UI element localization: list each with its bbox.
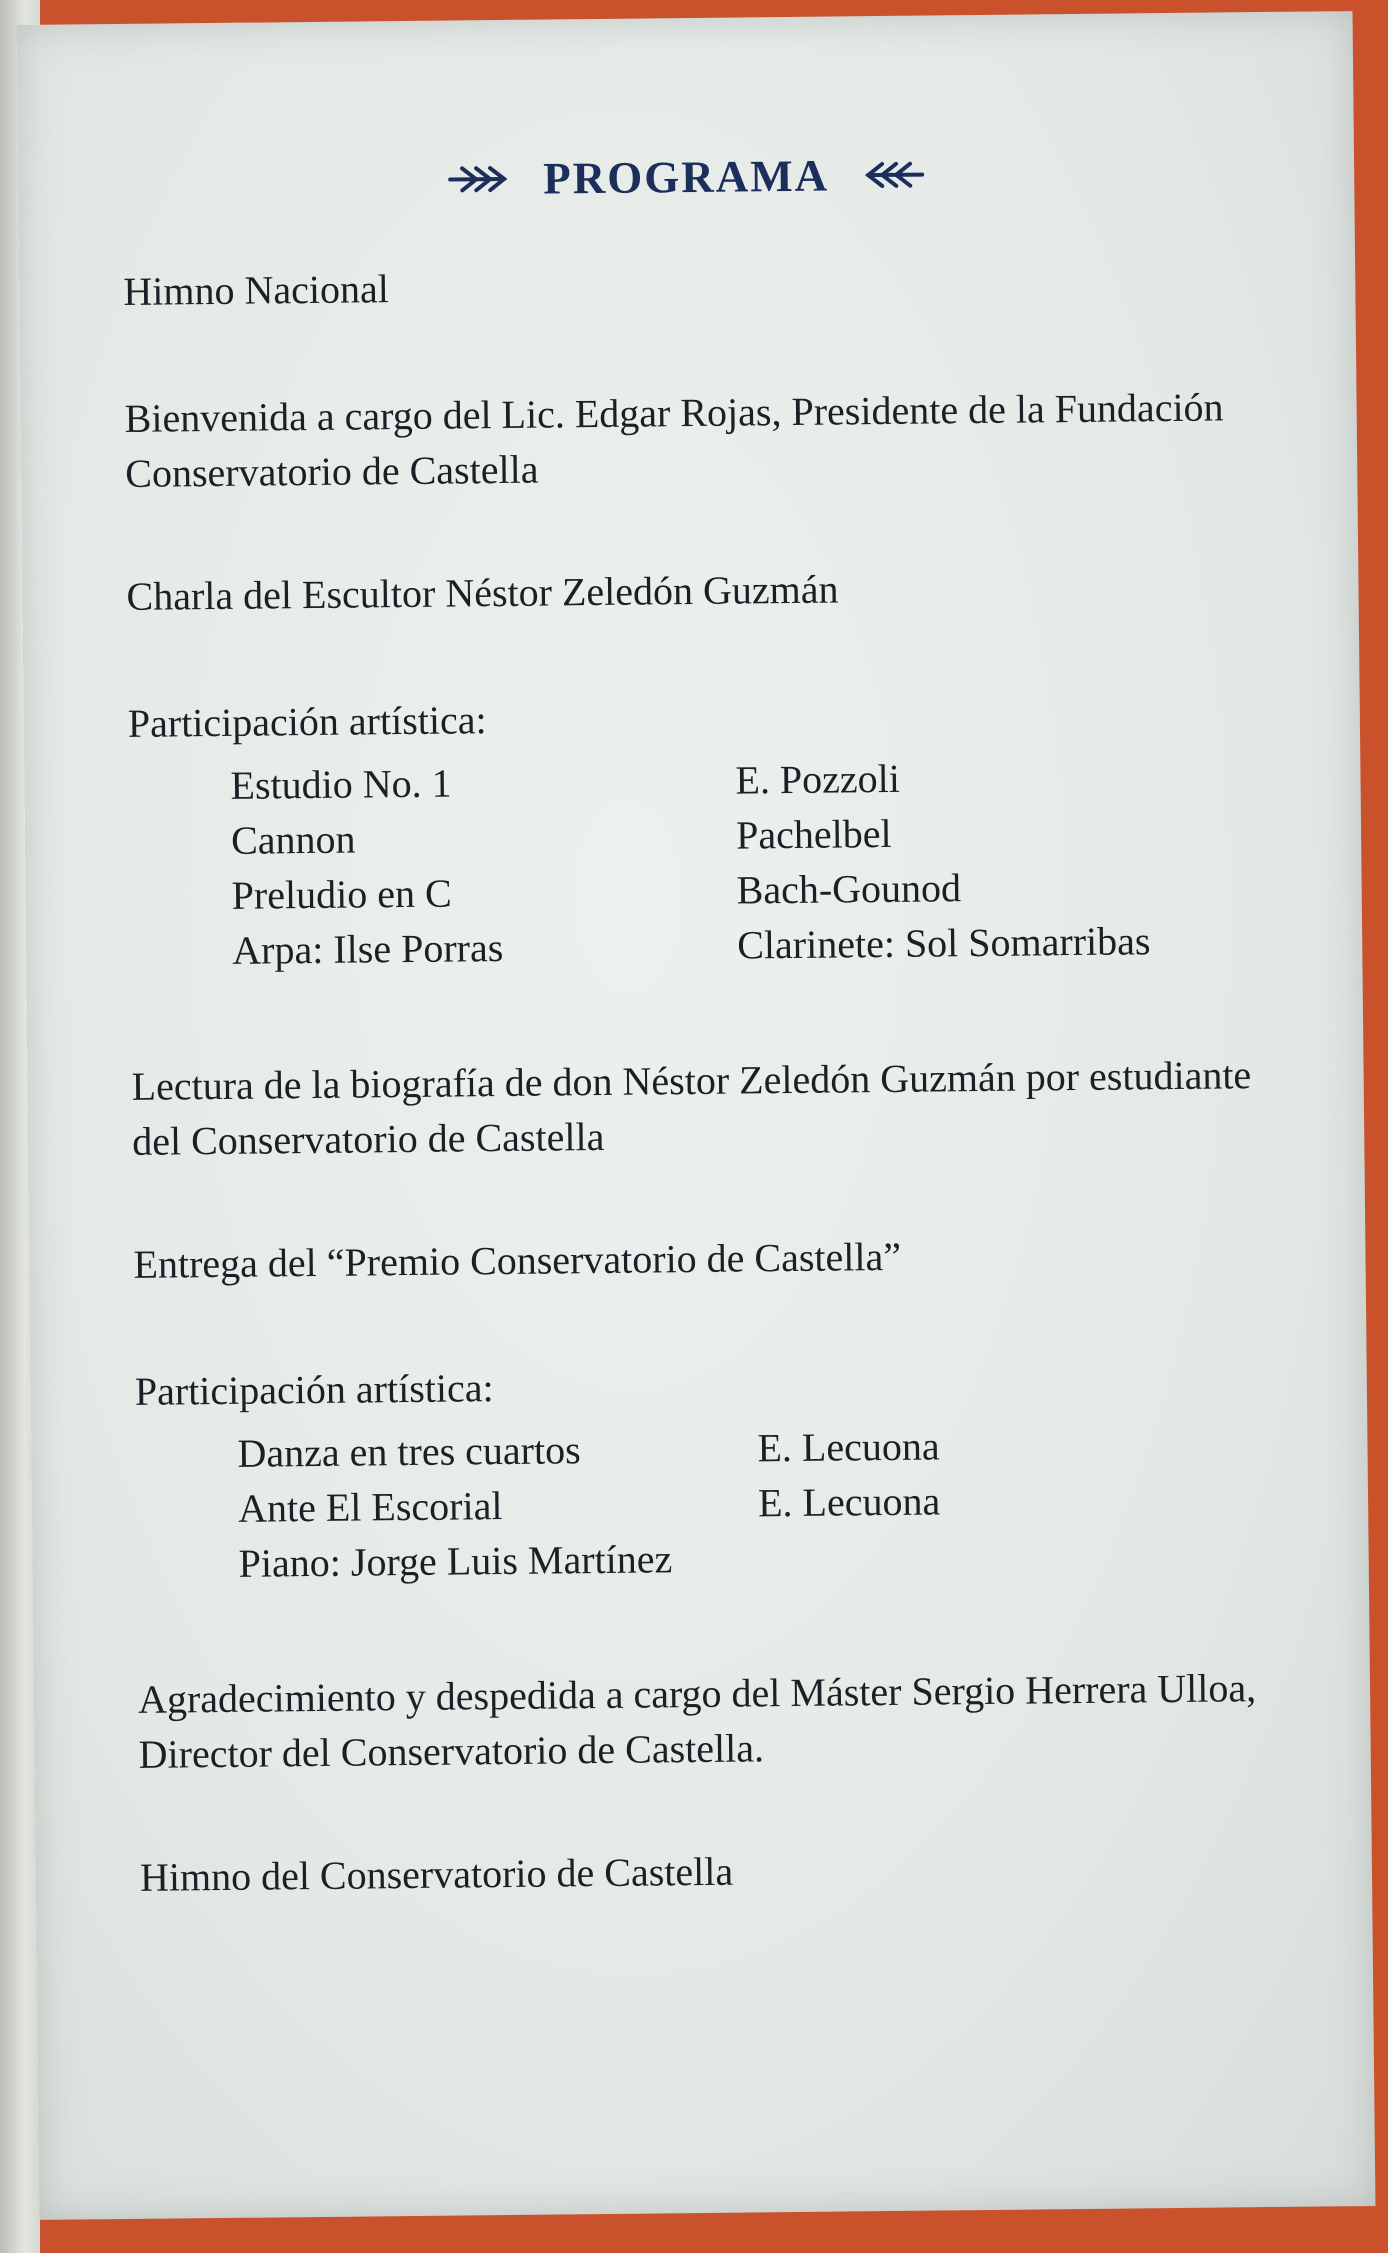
performance-heading: Participación artística: [127, 697, 487, 746]
program-page [17, 11, 1376, 2220]
piece-title: Estudio No. 1 [230, 760, 452, 808]
composer: E. Pozzoli [735, 755, 901, 803]
performance-row [231, 803, 1150, 868]
performance-row [231, 858, 1150, 923]
program-item-talk: Charla del Escultor Néstor Zeledón Guzmán [126, 566, 839, 619]
program-item-national-anthem: Himno Nacional [123, 266, 390, 314]
performance-row [238, 1528, 941, 1590]
performer: Arpa: Ilse Porras [232, 925, 504, 973]
performer: Piano: Jorge Luis Martínez [238, 1536, 673, 1586]
performance-heading: Participación artística: [134, 1365, 494, 1414]
program-list [123, 252, 1301, 1977]
composer: Bach-Gounod [736, 865, 962, 913]
composer: E. Lecuona [757, 1478, 941, 1526]
performance-list [230, 748, 1151, 978]
performance-row [232, 913, 1151, 978]
composer: E. Lecuona [757, 1423, 940, 1471]
piece-title: Cannon [230, 816, 356, 863]
page-title: PROGRAMA [542, 150, 830, 204]
performance-list [237, 1418, 941, 1590]
program-item-welcome: Bienvenida a cargo del Lic. Edgar Rojas, Presidente de la Fundación Conservatorio de Castella [124, 384, 1224, 496]
program-item-biography-reading: Lectura de la biografía de don Néstor Zeledón Guzmán por estudiante del Conservatorio de Castella [131, 1052, 1252, 1164]
performer: Clarinete: Sol Somarribas [736, 918, 1151, 968]
program-item-closing: Agradecimiento y despedida a cargo del Máster Sergio Herrera Ulloa, Director del Conservatorio de Castella. [137, 1665, 1257, 1777]
program-item-conservatory-anthem: Himno del Conservatorio de Castella [139, 1848, 734, 1900]
performance-row [230, 748, 1149, 813]
composer: Pachelbel [735, 810, 892, 858]
arrow-right-ornament-icon [446, 162, 510, 197]
artistic-participation-2 [135, 1352, 1297, 1592]
artistic-participation-1 [128, 684, 1291, 979]
piece-title: Danza en tres cuartos [237, 1427, 581, 1476]
program-header [18, 139, 1355, 210]
program-item-award: Entrega del “Premio Conservatorio de Castella” [133, 1233, 902, 1287]
performance-row [237, 1418, 940, 1480]
arrow-left-ornament-icon [862, 157, 926, 192]
piece-title: Preludio en C [231, 870, 452, 918]
performance-row [238, 1473, 941, 1535]
piece-title: Ante El Escorial [237, 1483, 503, 1531]
